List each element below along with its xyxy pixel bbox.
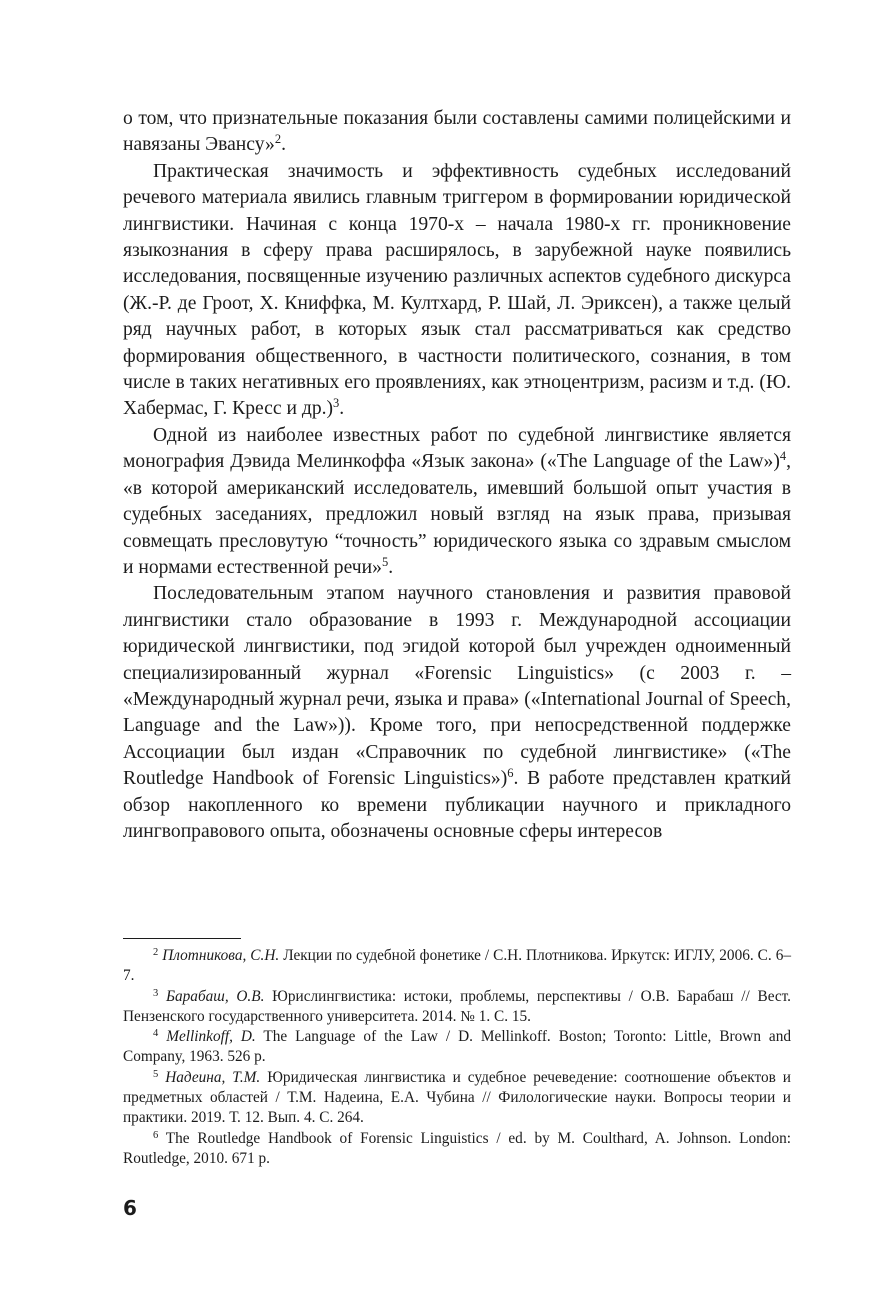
paragraph-2: Практическая значимость и эффективность судебных исследований речевого материала явились главным триггером в формировании юридической лингвистики. Начиная с конца 1970-х – начала 1980-х гг. проникновение языкознания в сферу права расширялось, в зарубежной науке появились исследования, посвященные изучению различных аспектов судебного дискурса (Ж.-Р. де Гроот, Х. Книффка, М. Култхард, Р. Шай, Л. Эриксен), а также целый ряд научных работ, в которых язык стал рассматриваться как средство формирования общественного, в частности политического, сознания, в том числе в таких негативных его проявлениях, как этноцентризм, расизм и т.д. (Ю. Хабермас, Г. Кресс и др.)$^3$.: [123, 160, 791, 420]
footnote-ref-3[interactable]: 3: [333, 396, 340, 411]
main-text: [123, 106, 791, 845]
footnote-2: $^2$ Плотникова, С.Н. Лекции по судебной фонетике / С.Н. Плотникова. Иркутск: ИГЛУ, 2006. С. 6–7.: [123, 947, 791, 985]
footnotes: [123, 946, 791, 1169]
paragraph-4: Последовательным этапом научного становления и развития правовой лингвистики стало образование в 1993 г. Международной ассоциации юридической лингвистики, под эгидой которой был учрежден одноименный специализированный журнал «Forensic Linguistics» (с 2003 г. – «Международный журнал речи, языка и права» («International Journal of Speech, Language and the Law»)). Кроме того, при непосредственной поддержке Ассоциации был издан «Справочник по судебной лингвистике» («The Routledge Handbook of Forensic Linguistics»)$^6$. В работе представлен краткий обзор накопленного ко времени публикации научного и прикладного лингвоправового опыта, обозначены основные сферы интересов: [123, 583, 791, 842]
footnote-ref-4[interactable]: 4: [779, 449, 787, 464]
paragraph-3: Одной из наиболее известных работ по судебной лингвистике является монография Дэвида Мелинкоффа «Язык закона» («The Language of the Law»)$^4$, «в которой американский исследователь, имевший большой опыт участия в судебных заседаниях, предложил новый взгляд на язык права, призывая совмещать пресловутую “точность” юридического языка со здравым смыслом и нормами естественной речи»$^5$.: [123, 424, 791, 578]
page-number: 6: [123, 1196, 137, 1220]
footnote-divider: [123, 938, 241, 939]
footnote-ref-6[interactable]: 6: [507, 766, 514, 781]
footnote-3: $^3$ Барабаш, О.В. Юрислингвистика: истоки, проблемы, перспективы / О.В. Барабаш // Вест. Пензенского государственного университета. 2014. № 1. С. 15.: [123, 987, 792, 1025]
footnote-ref-5[interactable]: 5: [381, 554, 389, 569]
footnote-4: $^4$ Mellinkoff, D. The Language of the Law / D. Mellinkoff. Boston; Toronto: Little, Brown and Company, 1963. 526 p.: [123, 1028, 792, 1066]
paragraph-1: о том, что признательные показания были составлены самими полицейскими и навязаны Эвансу»$^2$.: [123, 108, 791, 156]
footnote-6: $^6$ The Routledge Handbook of Forensic Linguistics / ed. by M. Coulthard, A. Johnson. London: Routledge, 2010. 671 p.: [123, 1129, 791, 1167]
footnote-5: $^5$ Надеина, Т.М. Юридическая лингвистика и судебное речеведение: соотношение объектов и предметных областей / Т.М. Надеина, Е.А. Чубина // Филологические науки. Вопросы теории и практики. 2019. Т. 12. Вып. 4. С. 264.: [123, 1068, 791, 1127]
footnote-ref-2[interactable]: 2: [274, 132, 282, 147]
